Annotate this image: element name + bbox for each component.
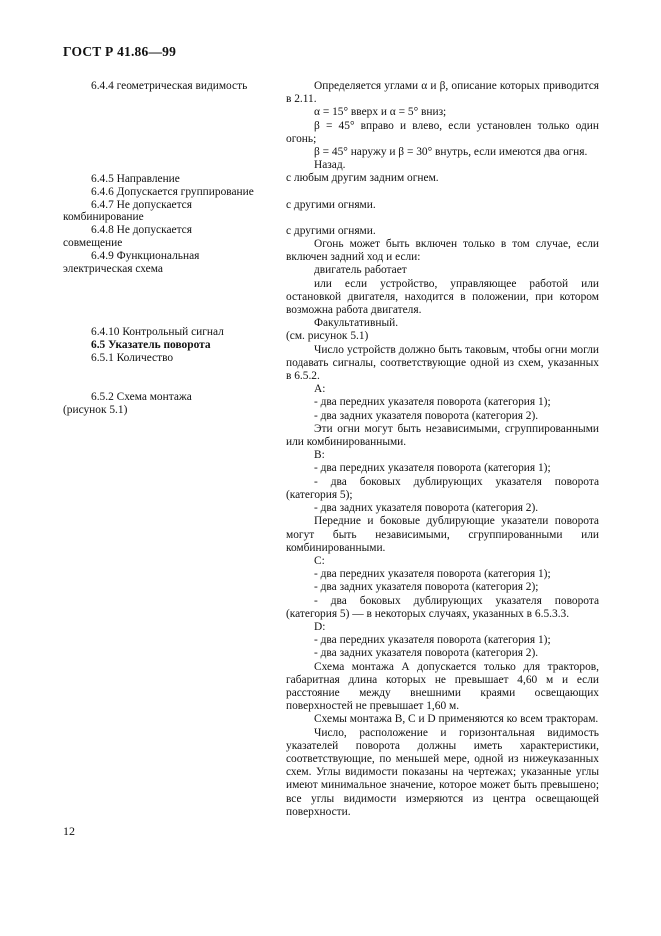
scheme-c-item-1: - два передних указателя поворота (категория 1); [314,568,551,581]
page-number: 12 [63,824,75,838]
para-number: Число устройств должно быть таковым, чтобы огни могли подавать сигналы, соответствующие одной из схем, указанных в 6.5.2. [286,343,599,383]
scheme-c-item-3: - два боковых дублирующих указателя поворота (категория 5) — в некоторых случаях, указанных в 6.5.3.3. [286,594,599,620]
para-alpha: α = 15° вверх и α = 5° вниз; [314,106,447,119]
item-6-5-2: 6.5.2 Схема монтажа [91,391,192,403]
scheme-d-item-1: - два передних указателя поворота (категория 1); [314,634,551,647]
para-overlap: с другими огнями. [286,224,376,237]
para-engine-running: двигатель работает [314,264,407,277]
item-6-5-1: 6.5.1 Количество [91,352,174,364]
para-optional: Факультативный. [314,317,399,330]
item-6-4-9-cont: электрическая схема [63,263,163,275]
para-schemes-bcd: Схемы монтажа В, С и D применяются ко всем тракторам. [314,713,599,726]
item-6-4-8-cont: совмещение [63,237,123,249]
para-grouping: с любым другим задним огнем. [286,172,439,185]
para-angles: Определяется углами α и β, описание которых приводится в 2.11. [286,80,599,106]
para-beta-1: β = 45° вправо и влево, если установлен только один огонь; [286,119,599,145]
para-visibility: Число, расположение и горизонтальная видимость указателей поворота должны иметь характеристики, соответствующие, по меньшей мере, одной из нижеуказанных схем. Углы видимости показаны на чертежах; указанные углы имеют минимальное значение, которое может быть превышено; все углы видимости измеряются из центра освещающей поверхности. [286,726,599,818]
scheme-d-label: D: [314,620,326,633]
scheme-a-label: А: [314,383,326,396]
scheme-a-note: Эти огни могут быть независимыми, сгруппированными или комбинированными. [286,422,599,449]
scheme-c-item-2: - два задних указателя поворота (категория 2); [314,581,539,594]
item-6-4-5: 6.4.5 Направление [91,173,180,185]
right-column [286,80,599,819]
scheme-a-item-2: - два задних указателя поворота (категория 2). [314,409,539,422]
scheme-b-label: В: [314,449,325,462]
standard-code: ГОСТ Р 41.86—99 [63,44,177,59]
scheme-a-item-1: - два передних указателя поворота (категория 1); [314,396,551,409]
item-6-5-2-cont: (рисунок 5.1) [63,404,128,416]
item-6-4-7: 6.4.7 Не допускается [91,199,192,211]
scheme-d-item-2: - два задних указателя поворота (категория 2). [314,647,539,660]
item-6-4-6: 6.4.6 Допускается группирование [91,186,254,198]
para-combining: с другими огнями. [286,198,376,211]
section-6-5: 6.5 Указатель поворота [91,339,211,351]
para-direction: Назад. [314,159,346,172]
item-6-4-8: 6.4.8 Не допускается [91,224,192,236]
item-6-4-9: 6.4.9 Функциональная [91,250,200,262]
para-scheme-a-allowed: Схема монтажа А допускается только для тракторов, габаритная длина которых не превышает 4,60 м и если расстояние между внешними краями освещающих поверхностей не превышает 1,60 м. [286,660,599,713]
scheme-b-item-1: - два передних указателя поворота (категория 1); [314,462,551,475]
para-engine-device: или если устройство, управляющее работой или остановкой двигателя, находится в положении, при котором возможна работа двигателя. [286,277,599,317]
para-circuit: Огонь может быть включен только в том случае, если включен задний ход и если: [286,238,599,264]
item-6-4-7-cont: комбинирование [63,211,144,223]
item-6-4-4: 6.4.4 геометрическая видимость [91,80,248,92]
scheme-b-item-2: - два боковых дублирующих указателя поворота (категория 5); [286,475,599,501]
scheme-c-label: С: [314,554,325,567]
scheme-b-note: Передние и боковые дублирующие указатели поворота могут быть независимыми, сгруппированными или комбинированными. [286,515,599,554]
para-see-figure: (см. рисунок 5.1) [286,330,369,343]
para-beta-2: β = 45° наружу и β = 30° внутрь, если имеются два огня. [314,146,588,159]
item-6-4-10: 6.4.10 Контрольный сигнал [91,326,224,338]
scheme-b-item-3: - два задних указателя поворота (категория 2). [314,502,539,515]
